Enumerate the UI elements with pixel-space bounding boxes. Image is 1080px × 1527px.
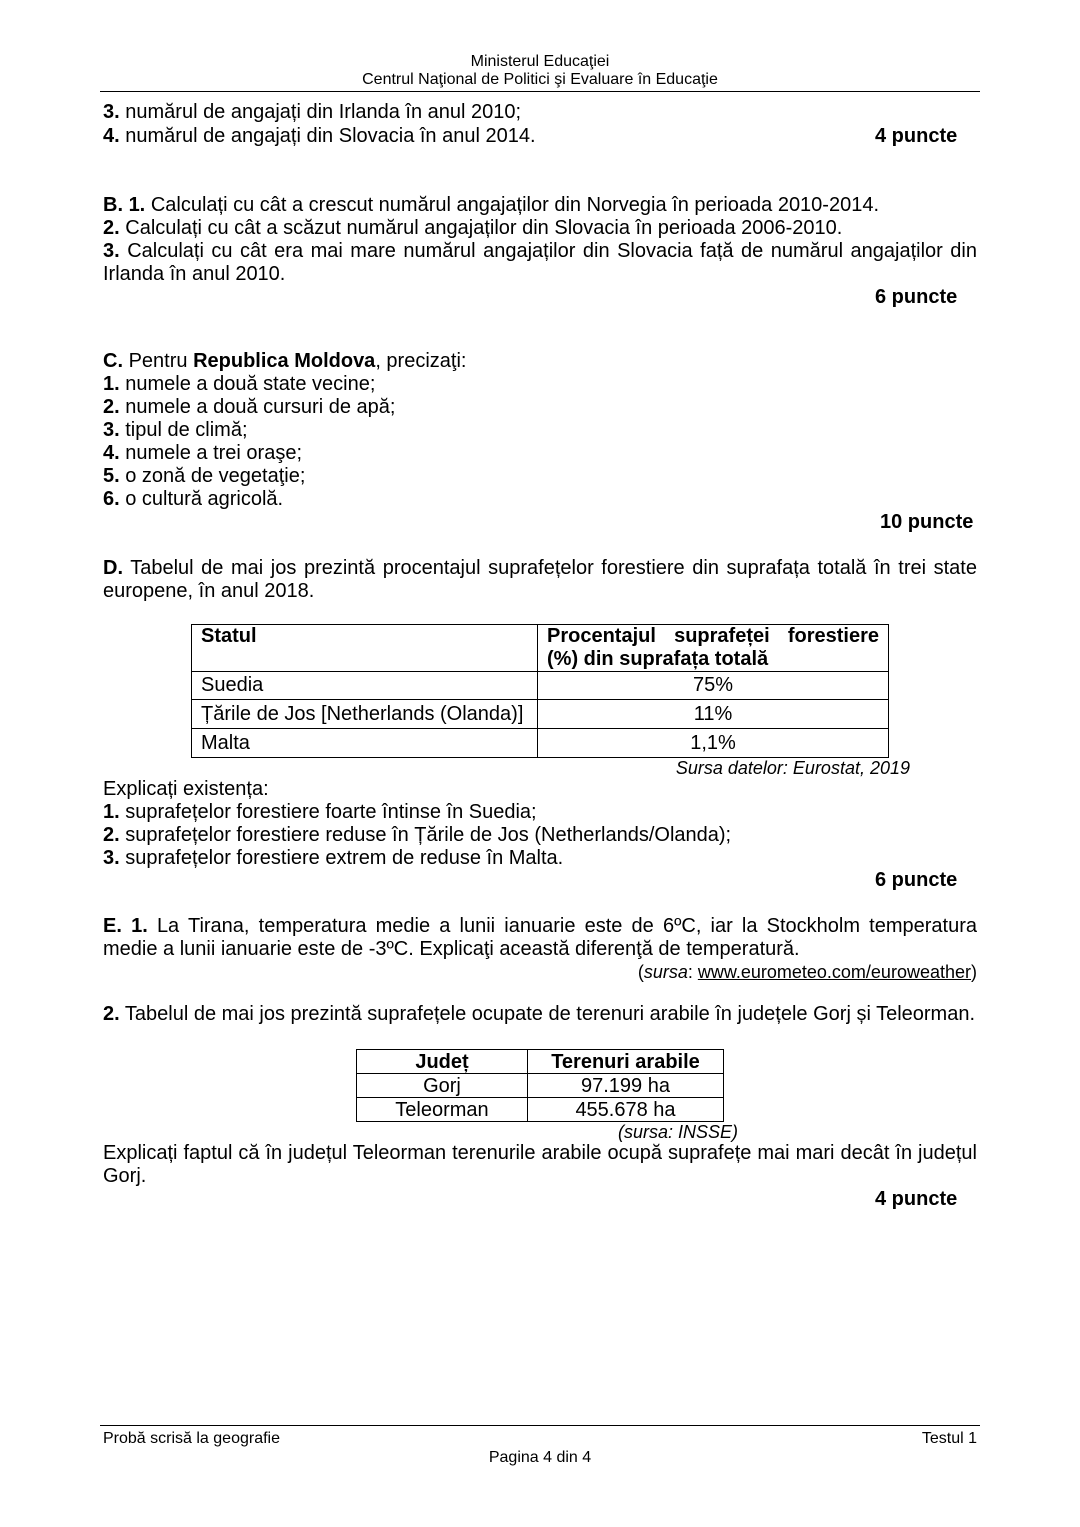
question-e2-explain-text: Explicați faptul că în județul Teleorman terenurile arabile ocupă suprafețe mai mari decât în județul Gorj. [103,1142,977,1187]
question-e1 [103,915,977,961]
table-row [357,1074,724,1098]
item-number: 3. [103,419,120,441]
arable-land-table [356,1049,724,1122]
state-name: Suedia [192,672,538,700]
column-header-state: Statul [192,625,538,672]
forest-percent: 75% [538,672,889,700]
table-header-row [192,625,889,672]
item-text: numărul de angajați din Slovacia în anul 2014. [125,125,536,147]
header-divider [100,91,980,92]
source-eurometeo [638,962,977,983]
ministry-title: Ministerul Educaţiei [470,53,610,70]
item-number: 1. [103,801,120,823]
item-text: La Tirana, temperatura medie a lunii ianuarie este de 6ºC, iar la Stockholm temperatura medie a lunii ianuarie este de -3ºC. Explicaţi această diferenţă de temperatură. [103,915,978,960]
county-name: Gorj [357,1074,528,1098]
item-text: o cultură agricolă. [125,488,284,510]
item-text: tipul de climă; [125,419,248,441]
column-header-county: Județ [357,1050,528,1074]
item-a3 [103,101,521,124]
intro-text: Tabelul de mai jos prezintă procentajul suprafețelor forestiere din suprafața totală în trei state europene, în anul 2018. [103,557,977,602]
points-section-e: 4 puncte [875,1188,958,1210]
item-number: 5. [103,465,120,487]
county-name: Teleorman [357,1098,528,1122]
item-text: Calculați cu cât a crescut numărul angajaților din Norvegia în perioada 2010-2014. [150,194,880,216]
source-label: sursa [643,962,688,982]
prompt-text: Explicați existența: [103,778,269,800]
source-open-paren: ( [637,962,644,982]
item-text: Calculați cu cât era mai mare numărul angajaților din Slovacia față de numărul angajaților din Irlanda în anul 2010. [103,240,977,285]
list-item [103,847,977,870]
arable-area: 455.678 ha [528,1098,724,1122]
source-separator: : [687,962,698,982]
intro-text: Pentru [128,350,188,372]
section-letter: C. [103,350,123,372]
points-section-d: 6 puncte [875,869,958,891]
list-item [103,465,977,488]
forest-percent: 1,1% [538,729,889,758]
section-letter: D. [103,557,123,579]
item-text: numărul de angajați din Irlanda în anul 2010; [125,101,522,123]
section-c [103,350,977,511]
table-row [192,672,889,700]
item-number: 3. [103,101,120,123]
footer-divider [100,1425,980,1426]
table-row [192,700,889,729]
column-header-forest-percent: Procentajul suprafeței forestiere (%) din suprafața totală [538,625,889,672]
list-item [103,801,977,824]
table-source-eurostat: Sursa datelor: Eurostat, 2019 [675,758,910,778]
intro-end: , precizaţi: [375,350,467,372]
list-item [103,419,977,442]
column-header-arable-land: Terenuri arabile [528,1050,724,1074]
item-text: o zonă de vegetaţie; [125,465,306,487]
question-b2 [103,217,977,240]
item-text: Tabelul de mai jos prezintă suprafețele ocupate de terenuri arabile în județele Gorj și Teleorman. [124,1003,976,1025]
source-link[interactable]: www.eurometeo.com/euroweather [697,962,971,982]
question-e1-text [103,915,977,961]
arable-area: 97.199 ha [528,1074,724,1098]
test-number: Testul 1 [921,1430,977,1447]
item-number: 2. [103,396,120,418]
center-title: Centrul Naţional de Politici şi Evaluare în Educaţie [362,71,718,88]
item-text: suprafețelor forestiere extrem de reduse în Malta. [125,847,564,869]
forest-percent: 11% [538,700,889,729]
list-item [103,442,977,465]
item-number: 1. [103,373,120,395]
item-number: 1. [128,194,146,216]
item-text: suprafețelor forestiere reduse în Țările de Jos (Netherlands/Olanda); [125,824,732,846]
item-number: 6. [103,488,120,510]
item-number: 1. [131,915,148,937]
list-item [103,396,977,419]
item-number: 2. [103,1003,120,1025]
table-source-insse: (sursa: INSSE) [617,1122,738,1142]
question-b1 [103,194,977,217]
state-name: Malta [192,729,538,758]
list-item [103,373,977,396]
country-name: Republica Moldova [193,350,376,372]
source-close-paren: ) [971,962,977,982]
item-number: 2. [103,824,120,846]
page-number: Pagina 4 din 4 [488,1449,592,1466]
table-row [192,729,889,758]
section-letter: E. [103,915,122,937]
item-text: Calculați cu cât a scăzut numărul angajaților din Slovacia în perioada 2006-2010. [125,217,843,239]
item-number: 2. [103,217,120,239]
item-a4 [103,125,536,148]
section-d-questions [103,778,977,870]
points-section-a: 4 puncte [875,125,958,147]
item-number: 3. [103,847,120,869]
points-section-c: 10 puncte [880,511,974,533]
item-text: suprafețelor forestiere foarte întinse în Suedia; [125,801,537,823]
item-number: 3. [103,240,120,262]
section-letter: B. [103,194,123,216]
exam-name: Probă scrisă la geografie [103,1430,280,1447]
list-item [103,488,977,511]
item-number: 4. [103,125,120,147]
section-c-intro [103,350,977,373]
points-section-b: 6 puncte [875,286,958,308]
forest-area-table [191,624,889,758]
section-b [103,194,977,286]
section-d-intro-text [103,557,977,603]
list-item [103,824,977,847]
state-name: Țările de Jos [Netherlands (Olanda)] [192,700,538,729]
item-text: numele a două cursuri de apă; [125,396,396,418]
item-text: numele a două state vecine; [125,373,376,395]
table-header-row [357,1050,724,1074]
table-row [357,1098,724,1122]
item-text: numele a trei oraşe; [125,442,303,464]
question-e2-explain [103,1142,977,1188]
section-d-intro [103,557,977,603]
item-number: 4. [103,442,120,464]
question-e2 [103,1003,975,1026]
question-b3 [103,240,977,286]
